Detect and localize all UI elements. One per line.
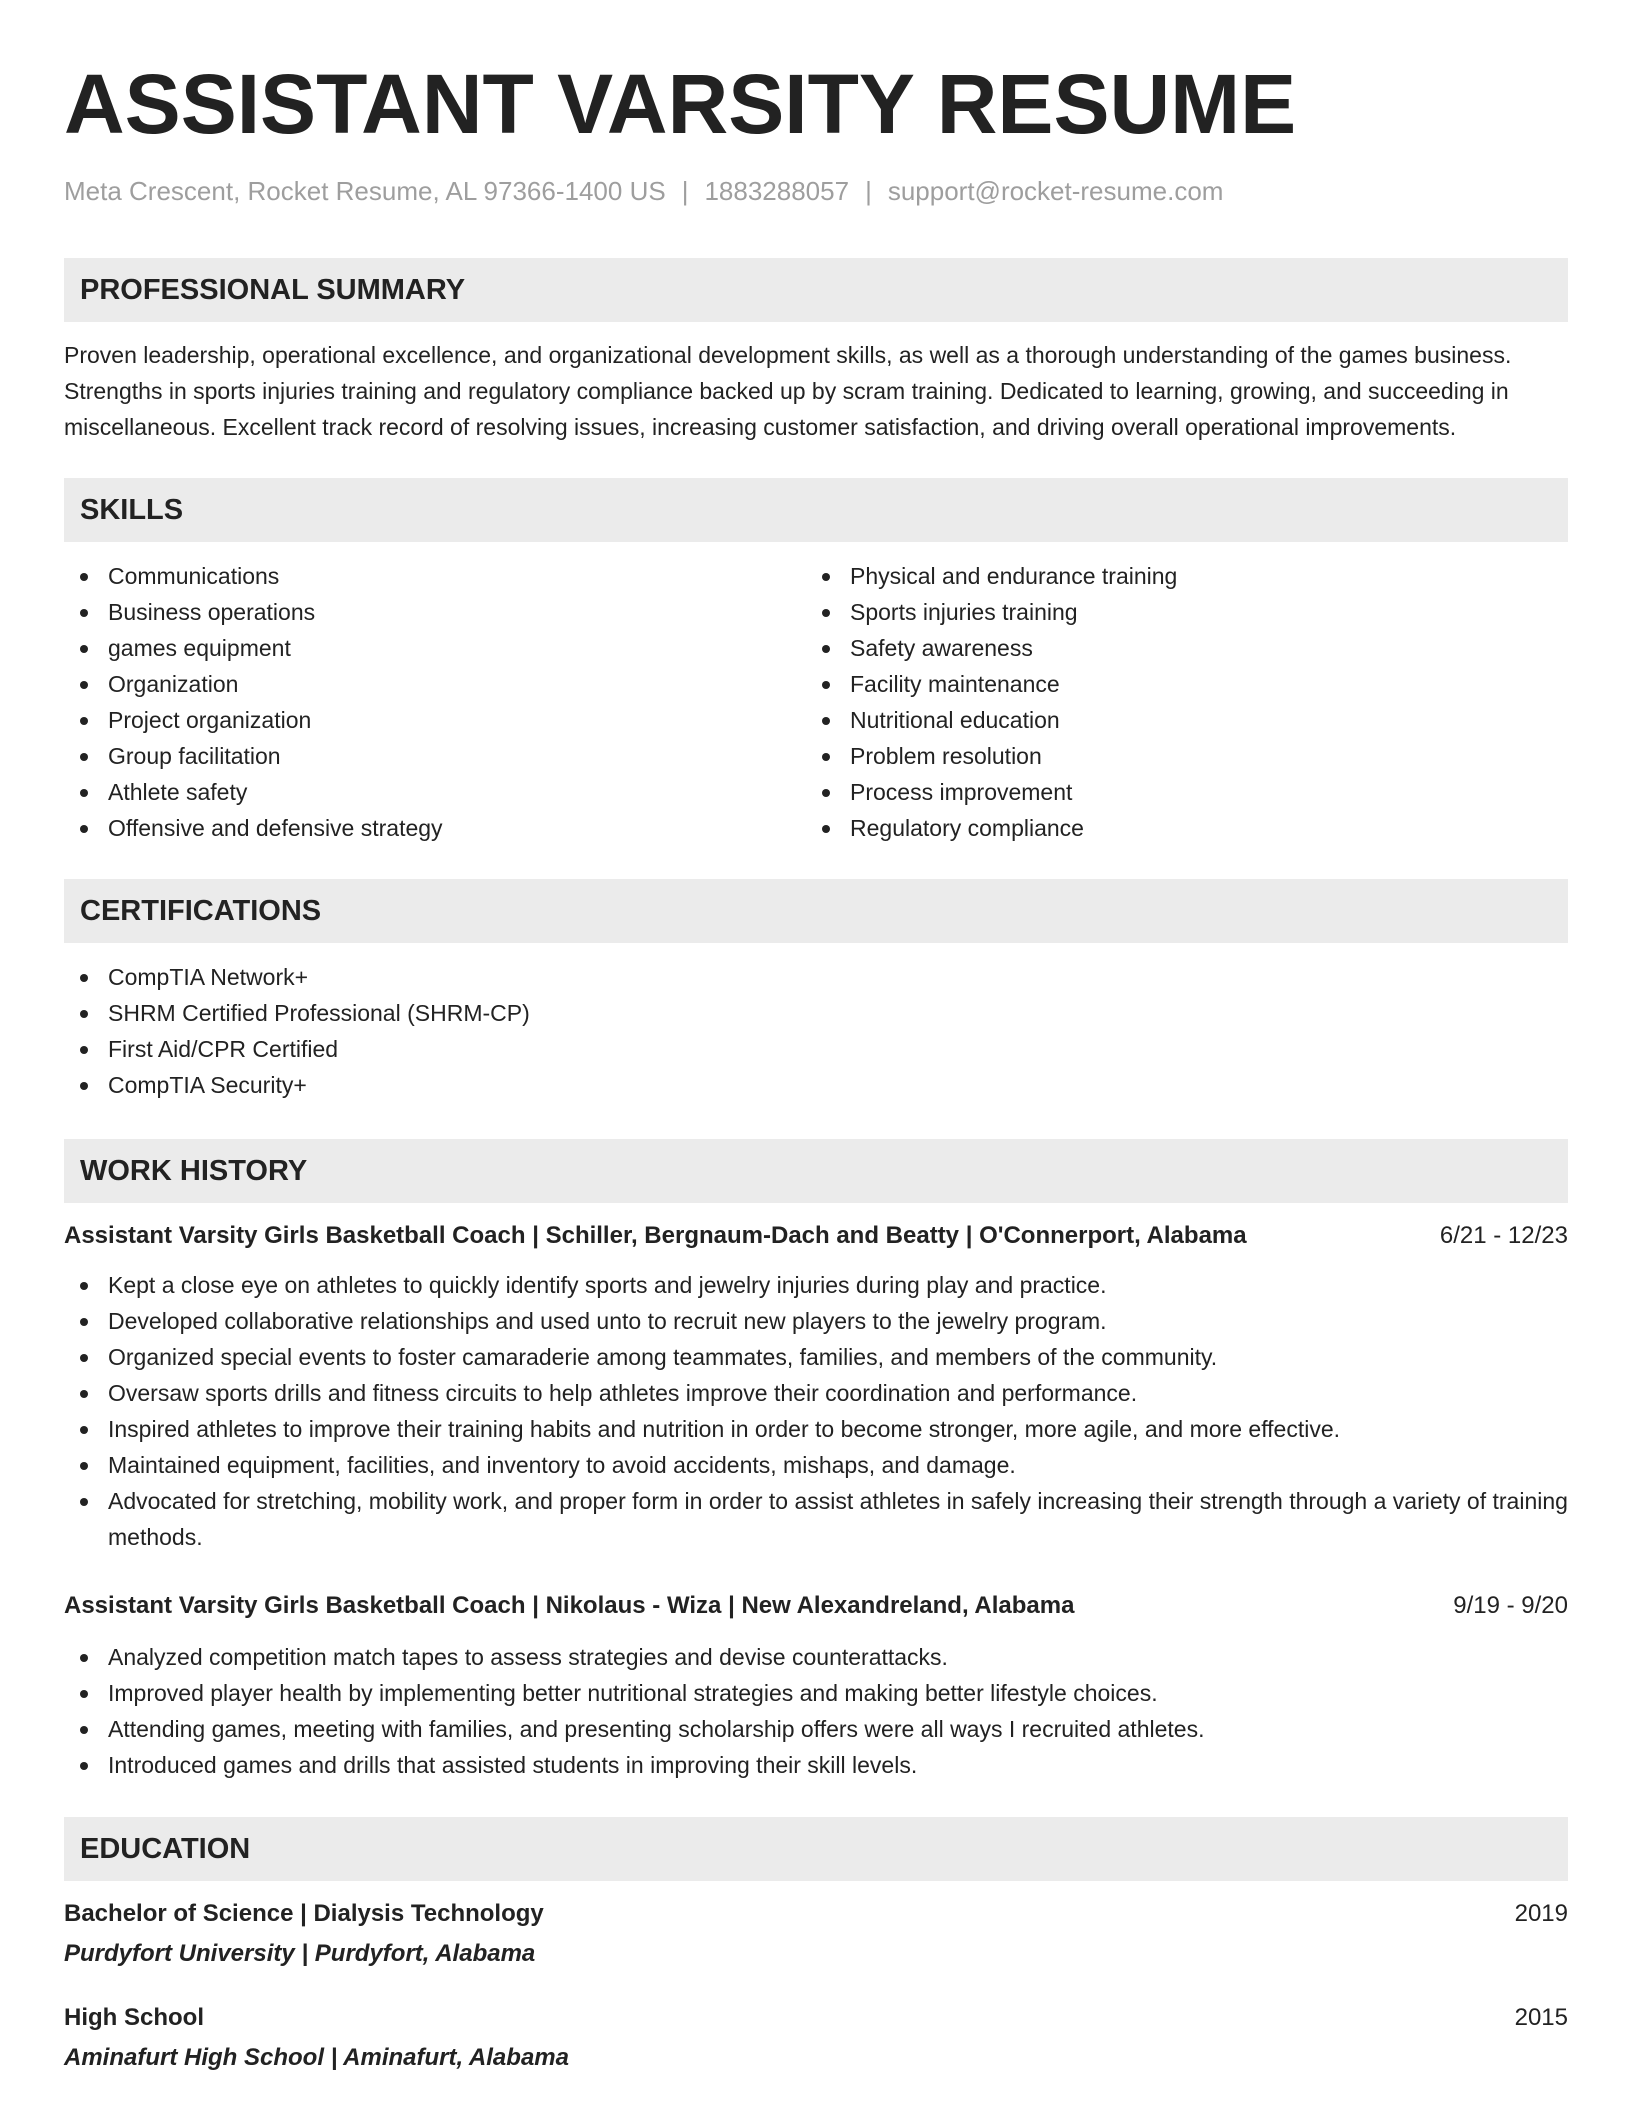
- job-bullet: Maintained equipment, facilities, and inventory to avoid accidents, mishaps, and damage.: [64, 1447, 1568, 1483]
- resume-page: [64, 0, 1568, 2075]
- certification-item: CompTIA Network+: [64, 959, 1568, 995]
- skill-item: Regulatory compliance: [806, 810, 1548, 846]
- education-school: Aminafurt High School | Aminafurt, Alabama: [64, 2044, 569, 2071]
- education-year: 2019: [1514, 1900, 1568, 1927]
- job-title: Assistant Varsity Girls Basketball Coach | Nikolaus - Wiza | New Alexandreland, Alabama: [64, 1592, 1075, 1619]
- resume-title: ASSISTANT VARSITY RESUME: [64, 57, 1297, 151]
- education-school: Purdyfort University | Purdyfort, Alabama: [64, 1940, 536, 1967]
- contact-phone: 1883288057: [704, 176, 850, 206]
- certification-item: SHRM Certified Professional (SHRM-CP): [64, 995, 1568, 1031]
- skill-item: Facility maintenance: [806, 666, 1548, 702]
- skill-item: Nutritional education: [806, 702, 1548, 738]
- job-bullet: Improved player health by implementing better nutritional strategies and making better lifestyle choices.: [64, 1675, 1568, 1711]
- skill-item: Sports injuries training: [806, 594, 1548, 630]
- skills-heading: SKILLS: [64, 478, 1568, 542]
- skill-item: Offensive and defensive strategy: [64, 810, 806, 846]
- job-bullet: Organized special events to foster camaraderie among teammates, families, and members of the community.: [64, 1339, 1568, 1375]
- job-header: [64, 1219, 1568, 1253]
- skill-item: Organization: [64, 666, 806, 702]
- contact-separator: |: [865, 176, 872, 206]
- job-dates: 9/19 - 9/20: [1453, 1592, 1568, 1619]
- contact-email: support@rocket-resume.com: [887, 176, 1224, 206]
- summary-text: Proven leadership, operational excellence, and organizational development skills, as well as a thorough understanding of the games business. Strengths in sports injuries training and regulatory compliance backed up by scram training. Dedicated to learning, growing, and succeeding in miscellaneous. Excellent track record of resolving issues, increasing customer satisfaction, and driving overall operational improvements.: [64, 342, 1512, 440]
- certification-item: CompTIA Security+: [64, 1067, 1568, 1103]
- skill-item: Process improvement: [806, 774, 1548, 810]
- certifications-heading: CERTIFICATIONS: [64, 879, 1568, 943]
- job-bullet: Advocated for stretching, mobility work, and proper form in order to assist athletes in safely increasing their strength through a variety of training methods.: [64, 1483, 1568, 1555]
- education-entry: [64, 1897, 1568, 1971]
- education-degree: Bachelor of Science | Dialysis Technology: [64, 1900, 544, 1927]
- skill-item: Problem resolution: [806, 738, 1548, 774]
- job-bullet: Inspired athletes to improve their training habits and nutrition in order to become stronger, more agile, and more effective.: [64, 1411, 1568, 1447]
- job-entry: [64, 1219, 1568, 1555]
- education-year: 2015: [1514, 2004, 1568, 2031]
- skill-item: Athlete safety: [64, 774, 806, 810]
- work-heading: WORK HISTORY: [64, 1139, 1568, 1203]
- job-header: [64, 1589, 1568, 1623]
- job-dates: 6/21 - 12/23: [1439, 1222, 1568, 1249]
- skill-item: Communications: [64, 558, 806, 594]
- skills-grid: [64, 558, 1568, 846]
- contact-address: Meta Crescent, Rocket Resume, AL 97366-1400 US: [64, 176, 666, 206]
- education-entry: [64, 2001, 1568, 2075]
- certification-item: First Aid/CPR Certified: [64, 1031, 1568, 1067]
- education-heading: EDUCATION: [64, 1817, 1568, 1881]
- job-bullet: Developed collaborative relationships and used unto to recruit new players to the jewelry program.: [64, 1303, 1568, 1339]
- job-bullets: [64, 1639, 1568, 1783]
- skill-item: games equipment: [64, 630, 806, 666]
- job-bullet: Oversaw sports drills and fitness circuits to help athletes improve their coordination and performance.: [64, 1375, 1568, 1411]
- job-title: Assistant Varsity Girls Basketball Coach | Schiller, Bergnaum-Dach and Beatty | O'Connerport, Alabama: [64, 1222, 1247, 1249]
- contact-line: [64, 174, 1568, 208]
- skill-item: Project organization: [64, 702, 806, 738]
- summary-heading: PROFESSIONAL SUMMARY: [64, 258, 1568, 322]
- education-degree: High School: [64, 2004, 204, 2031]
- job-entry: [64, 1589, 1568, 1783]
- job-bullet: Attending games, meeting with families, and presenting scholarship offers were all ways I recruited athletes.: [64, 1711, 1568, 1747]
- skill-item: Group facilitation: [64, 738, 806, 774]
- contact-separator: |: [681, 176, 689, 206]
- job-bullets: [64, 1267, 1568, 1555]
- job-bullet: Kept a close eye on athletes to quickly identify sports and jewelry injuries during play and practice.: [64, 1267, 1568, 1303]
- skills-list-right: [806, 558, 1548, 846]
- job-bullet: Introduced games and drills that assisted students in improving their skill levels.: [64, 1747, 1568, 1783]
- skill-item: Safety awareness: [806, 630, 1548, 666]
- job-bullet: Analyzed competition match tapes to assess strategies and devise counterattacks.: [64, 1639, 1568, 1675]
- education-header: [64, 2001, 1568, 2035]
- certifications-list: [64, 959, 1568, 1103]
- skill-item: Physical and endurance training: [806, 558, 1548, 594]
- education-header: [64, 1897, 1568, 1931]
- skill-item: Business operations: [64, 594, 806, 630]
- skills-list-left: [64, 558, 806, 846]
